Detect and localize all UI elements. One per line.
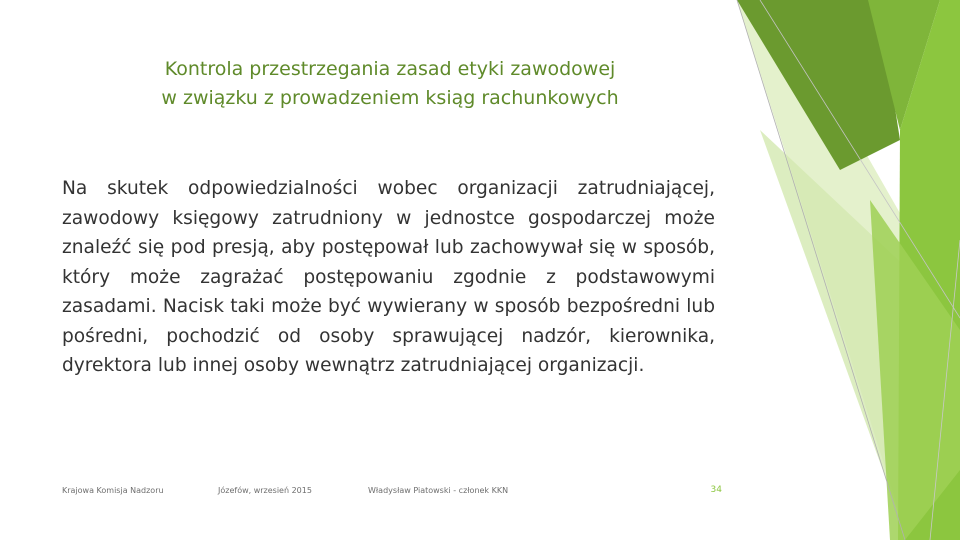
slide-title-line-1: Kontrola przestrzegania zasad etyki zawodowej (164, 58, 616, 80)
footer-date-place: Józefów, wrzesień 2015 (218, 486, 312, 495)
slide-title (110, 55, 670, 113)
slide-title-line-2: w związku z prowadzeniem ksiąg rachunkowych (161, 87, 619, 109)
page-number: 34 (710, 485, 722, 495)
footer-organization: Krajowa Komisja Nadzoru (62, 486, 164, 495)
slide-body-text: Na skutek odpowiedzialności wobec organizacji zatrudniającej, zawodowy księgowy zatrudniony w jednostce gospodarczej może znaleźć się pod presją, aby postępował lub zachowywał się w sposób, który może zagrażać postępowaniu zgodnie z podstawowymi zasadami. Nacisk taki może być wywierany w sposób bezpośredni lub pośredni, pochodzić od osoby sprawującej nadzór, kierownika, dyrektora lub innej osoby wewnątrz zatrudniającej organizacji. (62, 178, 715, 376)
footer-author: Władysław Piatowski - członek KKN (368, 486, 509, 495)
